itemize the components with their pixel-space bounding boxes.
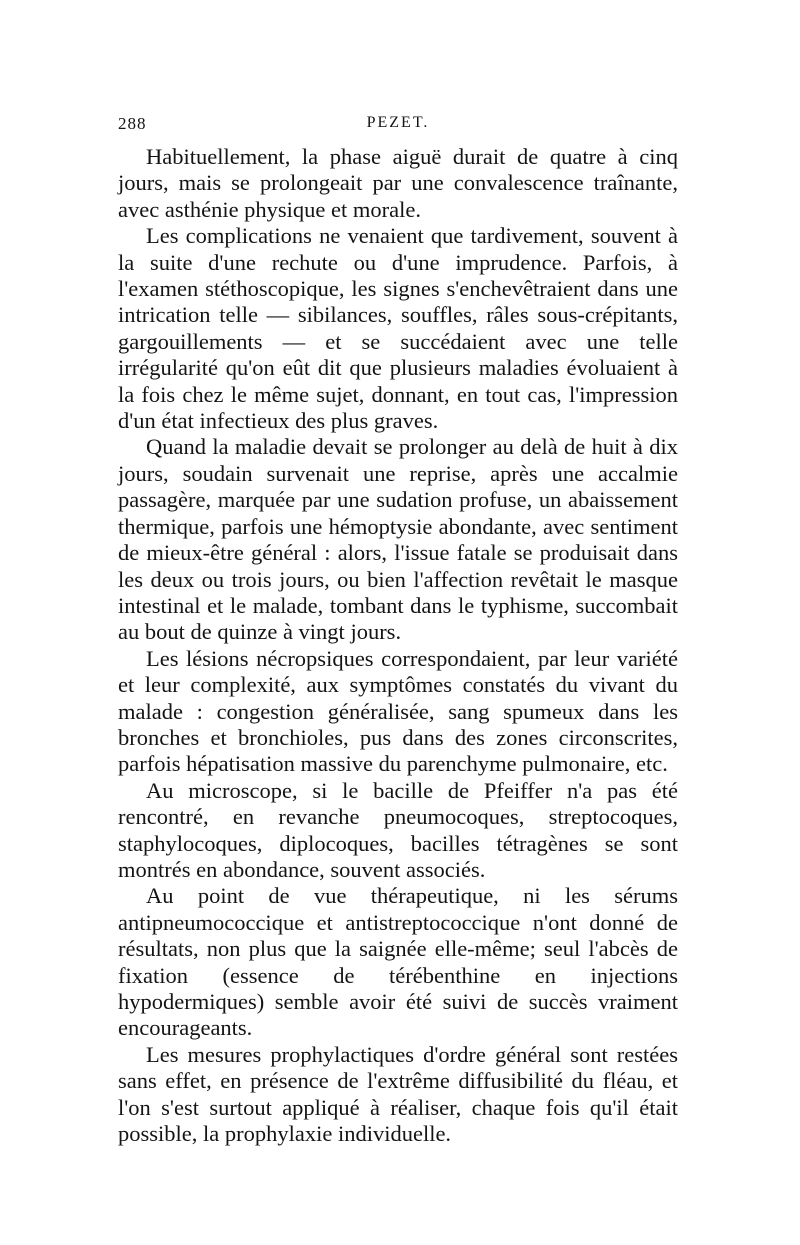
running-title: PEZET. [366, 114, 430, 131]
running-head [118, 114, 678, 140]
page-number: 288 [118, 114, 147, 133]
paragraph-microscope: Au microscope, si le bacille de Pfeiffer n'a pas été rencontré, en revanche pneumocoques, streptocoques, staphylocoques, diplocoques, bacilles tétragènes se sont montrés en abondance, souvent associés. [118, 777, 678, 882]
paragraph-complications: Les complications ne venaient que tardivement, souvent à la suite d'une rechute ou d'une imprudence. Parfois, à l'examen stéthoscopique, les signes s'enchevêtraient dans une intrication telle — sibilances, souffles, râles sous-crépitants, gargouillements — et se succédaient avec une telle irrégularité qu'on eût dit que plusieurs maladies évoluaient à la fois chez le même sujet, donnant, en tout cas, l'impression d'un état infectieux des plus graves. [118, 223, 678, 434]
paragraph-convalescence: Habituellement, la phase aiguë durait de quatre à cinq jours, mais se prolongeait par une convalescence traînante, avec asthénie physique et morale. [118, 144, 678, 222]
body-text [118, 144, 678, 1147]
paragraph-prolongation: Quand la maladie devait se prolonger au delà de huit à dix jours, soudain survenait une reprise, après une accalmie passagère, marquée par une sudation profuse, un abaissement thermique, parfois une hémoptysie abondante, avec sentiment de mieux-être général : alors, l'issue fatale se produisait dans les deux ou trois jours, ou bien l'affection revêtait le masque intestinal et le malade, tombant dans le typhisme, succombait au bout de quinze à vingt jours. [118, 434, 678, 645]
paragraph-lesions: Les lésions nécropsiques correspondaient, par leur variété et leur complexité, aux symptômes constatés du vivant du malade : congestion généralisée, sang spumeux dans les bronches et bronchioles, pus dans des zones circonscrites, parfois hépatisation massive du parenchyme pulmonaire, etc. [118, 645, 678, 777]
paragraph-therapeutics: Au point de vue thérapeutique, ni les sérums antipneumococcique et antistreptococcique n'ont donné de résultats, non plus que la saignée elle-même; seul l'abcès de fixation (essence de térébenthine en injections hypodermiques) semble avoir été suivi de succès vraiment encourageants. [118, 883, 678, 1041]
paragraph-prophylaxis: Les mesures prophylactiques d'ordre général sont restées sans effet, en présence de l'extrême diffusibilité du fléau, et l'on s'est surtout appliqué à réaliser, chaque fois qu'il était possible, la prophylaxie individuelle. [118, 1041, 678, 1147]
